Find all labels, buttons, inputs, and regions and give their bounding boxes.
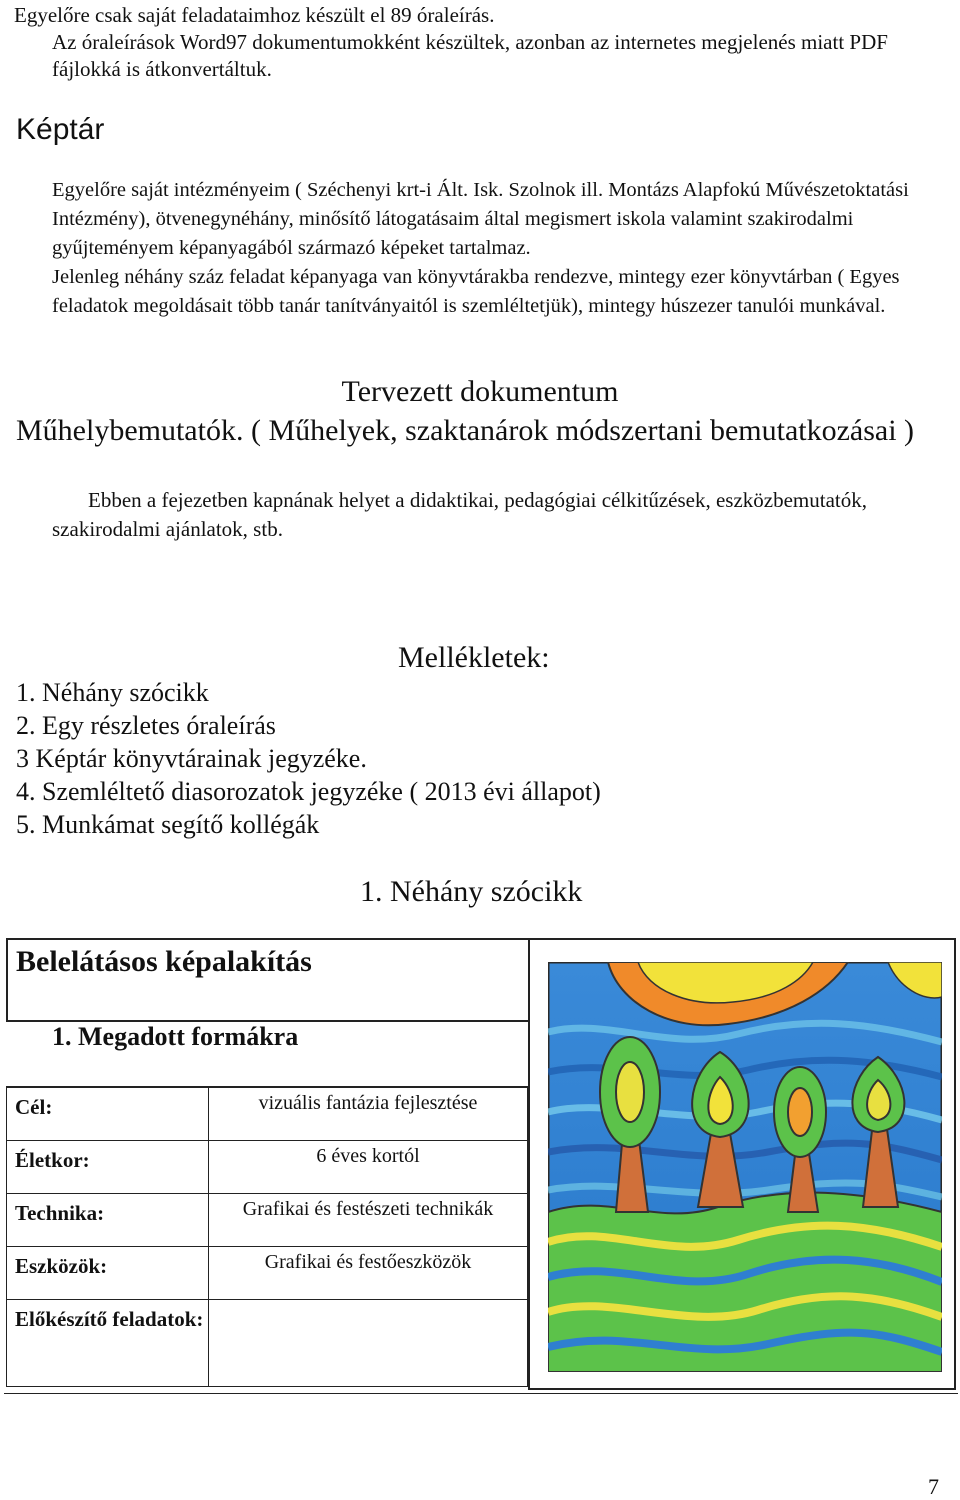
entry-subtitle: 1. Megadott formákra (52, 1022, 299, 1051)
info-label: Életkor: (7, 1141, 209, 1194)
page-number: 7 (928, 1474, 939, 1499)
appendix-item[interactable]: 5. Munkámat segítő kollégák (16, 810, 320, 839)
table-row (7, 1087, 528, 1141)
student-artwork-image (548, 962, 942, 1372)
table-row (7, 1247, 528, 1300)
info-label: Előkészítő feladatok: (7, 1300, 209, 1387)
footer-divider (4, 1393, 958, 1394)
info-value: vizuális fantázia fejlesztése (209, 1087, 528, 1141)
info-label: Cél: (7, 1087, 209, 1141)
appendix-item[interactable]: 4. Szemléltető diasorozatok jegyzéke ( 2013 évi állapot) (16, 777, 601, 806)
info-label: Technika: (7, 1194, 209, 1247)
appendices-heading: Mellékletek: (398, 641, 550, 674)
keptar-paragraph-1: Egyelőre saját intézményeim ( Széchenyi krt-i Ált. Isk. Szolnok ill. Montázs Alapfokú Művészetoktatási Intézmény), ötvenegynéhány, minősítő látogatásaim által megismert iskola valamint szakirodalmi gyűjteményem képanyagából származó képeket tartalmaz. (52, 179, 909, 259)
workshops-description: Ebben a fejezetben kapnának helyet a didaktikai, pedagógiai célkitűzések, eszközbemutatók, szakirodalmi ajánlatok, stb. (52, 488, 867, 541)
keptar-heading: Képtár (16, 113, 105, 146)
appendices-list (16, 676, 601, 841)
intro-line-1: Egyelőre csak saját feladataimhoz készült el 89 óraleírás. (14, 3, 495, 27)
info-value (209, 1300, 528, 1387)
section-heading: 1. Néhány szócikk (360, 875, 583, 908)
keptar-description (52, 176, 952, 321)
workshops-heading: Műhelybemutatók. ( Műhelyek, szaktanárok módszertani bemutatkozásai ) (16, 414, 915, 447)
info-value: Grafikai és festőeszközök (209, 1247, 528, 1300)
entry-title: Belelátásos képalakítás (16, 945, 312, 978)
appendix-item[interactable]: 1. Néhány szócikk (16, 678, 209, 707)
intro-line-2: Az óraleírások Word97 dokumentumokként készültek, azonban az internetes megjelenés miatt PDF fájlokká is átkonvertáltuk. (52, 30, 888, 81)
info-value: Grafikai és festészeti technikák (209, 1194, 528, 1247)
info-label: Eszközök: (7, 1247, 209, 1300)
appendix-item[interactable]: 2. Egy részletes óraleírás (16, 711, 276, 740)
appendix-item[interactable]: 3 Képtár könyvtárainak jegyzéke. (16, 744, 367, 773)
keptar-paragraph-2: Jelenleg néhány száz feladat képanyaga van könyvtárakba rendezve, mintegy ezer könyvtárban ( Egyes feladatok megoldásait több tanár tanítványaitól is szemléltetjük), mintegy húszezer tanulói munkával. (52, 266, 900, 317)
table-row (7, 1194, 528, 1247)
planned-document-heading: Tervezett dokumentum (341, 375, 619, 408)
table-row (7, 1141, 528, 1194)
table-row (7, 1300, 528, 1387)
info-value: 6 éves kortól (209, 1141, 528, 1194)
entry-info-table (6, 1086, 528, 1387)
